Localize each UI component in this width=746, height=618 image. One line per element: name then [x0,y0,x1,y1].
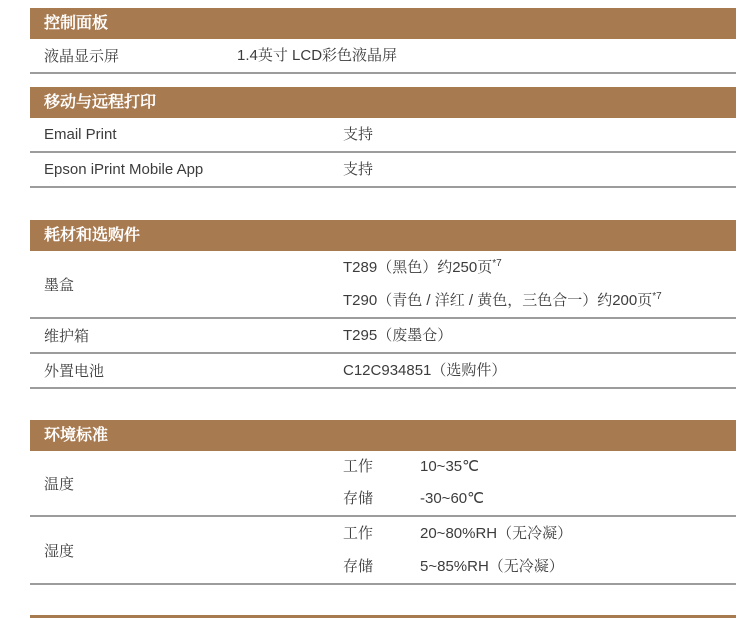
row-value: C12C934851（选购件） [343,362,507,379]
row-label: 外置电池 [44,363,105,380]
row-value [343,251,662,284]
section-title: 耗材和选购件 [44,227,141,244]
row-value [343,483,484,515]
row-values [343,118,373,151]
spec-row-email-print [30,118,736,153]
row-label: Email Print [44,126,117,143]
sub-label: 存储 [343,558,374,575]
row-value: 支持 [343,161,374,178]
value-text: 5~85%RH（无冷凝） [420,558,564,575]
row-values [343,354,506,387]
value-text: -30~60℃ [420,490,484,507]
value-text: 10~35℃ [420,458,479,475]
spec-content [30,8,736,618]
row-values [343,517,572,583]
section-header-consumables-options [30,220,736,251]
row-values [343,319,452,352]
section-header-mobile-remote-print [30,87,736,118]
sub-label: 工作 [343,458,374,475]
row-label: 液晶显示屏 [44,48,120,65]
row-value [343,550,572,583]
spec-row-maintenance-box [30,319,736,354]
row-value [343,284,662,317]
sub-label: 存储 [343,490,374,507]
section-header-control-panel [30,8,736,39]
row-value: 1.4英寸 LCD彩色液晶屏 [237,47,398,64]
row-values [343,251,662,317]
value-text: 20~80%RH（无冷凝） [420,525,573,542]
sub-label: 工作 [343,525,374,542]
footnote-superscript: *7 [492,258,502,269]
spec-row-temperature [30,451,736,517]
value-text: T290（青色 / 洋红 / 黄色，三色合一）约200页 [343,292,653,309]
row-value [343,517,572,550]
row-values [237,39,397,72]
section-title: 控制面板 [44,15,109,32]
spec-row-external-battery [30,354,736,389]
row-value [343,451,484,483]
row-label: 墨盒 [44,276,75,294]
spec-row-iprint-app [30,153,736,188]
row-label: Epson iPrint Mobile App [44,161,204,178]
spec-row-lcd [30,39,736,74]
value-text: T289（黑色）约250页 [343,259,493,276]
footnote-superscript: *7 [652,291,662,302]
section-title: 移动与远程打印 [44,94,157,111]
row-label: 湿度 [44,542,75,560]
spec-row-ink-cartridge [30,251,736,319]
row-values [343,451,484,515]
row-values [343,153,373,186]
row-value: T295（废墨仓） [343,327,453,344]
spec-row-humidity [30,517,736,585]
row-label: 维护箱 [44,328,90,345]
section-header-environment-standards [30,420,736,451]
row-value: 支持 [343,126,374,143]
row-label: 温度 [44,475,75,493]
section-title: 环境标准 [44,427,109,444]
